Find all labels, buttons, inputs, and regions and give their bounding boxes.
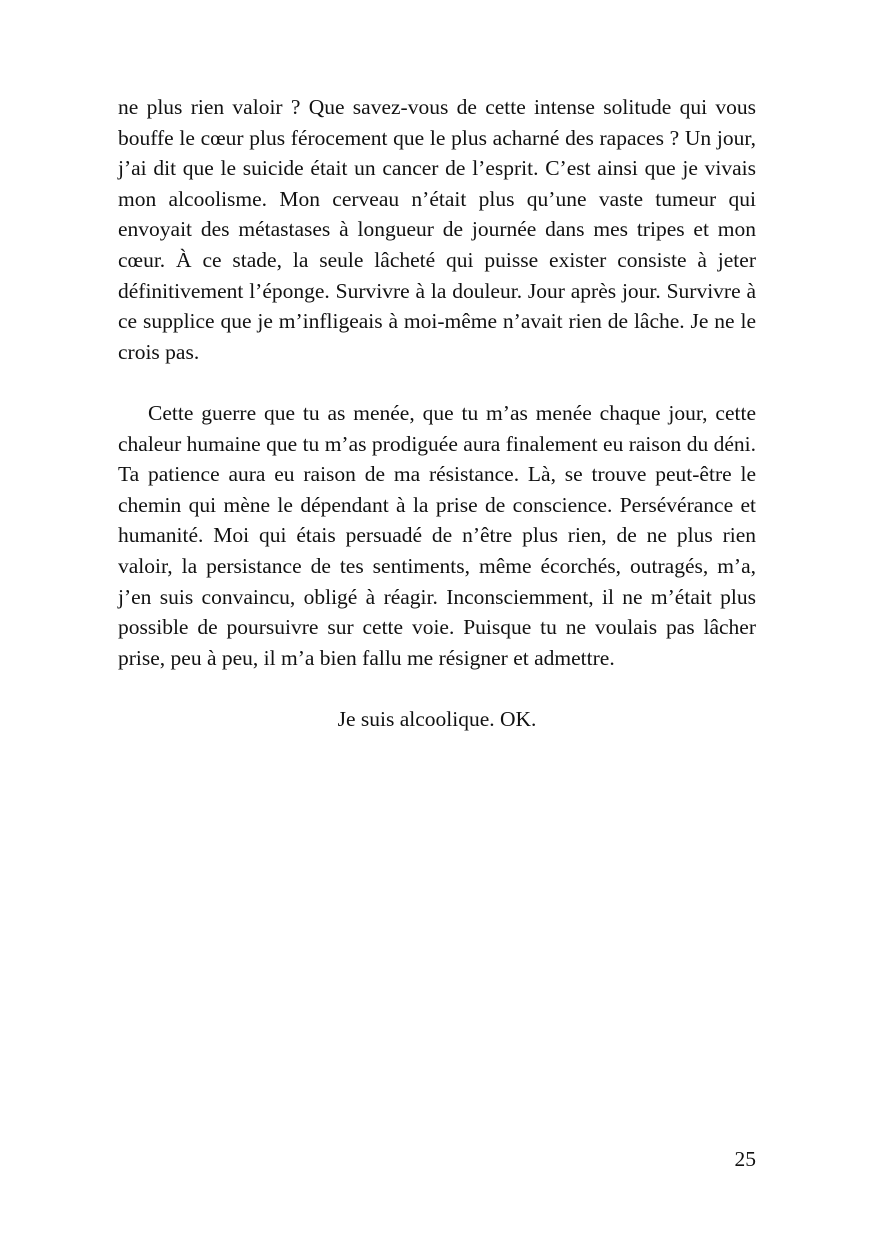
paragraph-2: Cette guerre que tu as menée, que tu m’as menée chaque jour, cette chaleur humaine que tu m’as prodiguée aura finalement eu raison du déni. Ta patience aura eu raison de ma résistance. Là, se trouve peut-être le chemin qui mène le dépendant à la prise de conscience. Persévérance et humanité. Moi qui étais persuadé de n’être plus rien, de ne plus rien valoir, la persistance de tes sentiments, même écorchés, outragés, m’a, j’en suis convaincu, obligé à réagir. Inconsciemment, il ne m’était plus possible de poursuivre sur cette voie. Puisque tu ne voulais pas lâcher prise, peu à peu, il m’a bien fallu me résigner et admettre. [118,400,756,670]
paragraph-1: ne plus rien valoir ? Que savez-vous de cette intense solitude qui vous bouffe le cœur plus férocement que le plus acharné des rapaces ? Un jour, j’ai dit que le suicide était un cancer de l’esprit. C’est ainsi que je vivais mon alcoolisme. Mon cerveau n’était plus qu’une vaste tumeur qui envoyait des métastases à longueur de journée dans mes tripes et mon cœur. À ce stade, la seule lâcheté qui puisse exister consiste à jeter définitivement l’éponge. Survivre à la douleur. Jour après jour. Survivre à ce supplice que je m’infligeais à moi-même n’avait rien de lâche. Je ne le crois pas. [118,95,756,364]
body-text [118,92,756,734]
page-number: 25 [734,1147,756,1171]
conclusion-line: Je suis alcoolique. OK. [337,706,537,731]
